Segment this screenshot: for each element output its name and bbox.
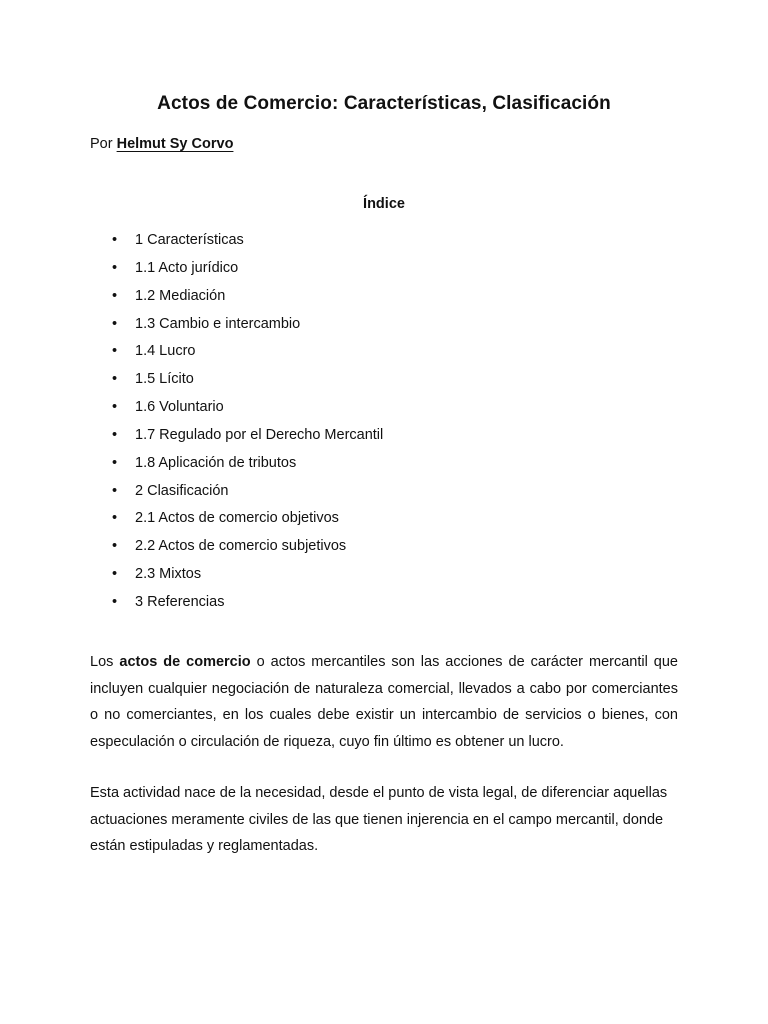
toc-item-label: 2.3 Mixtos <box>135 566 202 583</box>
bullet-icon: • <box>112 315 118 332</box>
toc-item-label: 3 Referencias <box>135 593 225 610</box>
toc-item-label: 1.4 Lucro <box>135 343 196 360</box>
bullet-icon: • <box>112 343 118 360</box>
toc-item-label: 1.6 Voluntario <box>135 399 224 416</box>
toc-item-label: 2.1 Actos de comercio objetivos <box>135 510 339 527</box>
author-link[interactable]: Helmut Sy Corvo <box>116 136 234 152</box>
toc-item-label: 1.2 Mediación <box>135 287 226 304</box>
bullet-icon: • <box>112 593 118 610</box>
bullet-icon: • <box>112 454 118 471</box>
toc-item-label: 1.5 Lícito <box>135 371 194 388</box>
byline <box>90 136 233 152</box>
second-paragraph: Esta actividad nace de la necesidad, desde el punto de vista legal, de diferenciar aquellas actuaciones meramente civiles de las que tienen injerencia en el campo mercantil, donde están estipuladas y reglamentadas. <box>90 785 668 854</box>
bullet-icon: • <box>112 259 118 276</box>
intro-rest: o actos mercantiles son las acciones de carácter mercantil que incluyen cualquier negociación de naturaleza comercial, llevados a cabo por comerciantes o no comerciantes, en los cuales debe existir un intercambio de servicios o bienes, con especulación o circulación de riqueza, cuyo fin último es obtener un lucro. <box>90 654 678 750</box>
bullet-icon: • <box>112 232 118 248</box>
byline-prefix: Por <box>90 136 117 152</box>
bullet-icon: • <box>112 510 118 527</box>
bullet-icon: • <box>112 538 118 555</box>
toc-item-label: 1.8 Aplicación de tributos <box>135 454 297 471</box>
index-heading: Índice <box>363 196 405 212</box>
bullet-icon: • <box>112 566 118 583</box>
toc-item-label: 1.7 Regulado por el Derecho Mercantil <box>135 426 384 443</box>
bullet-icon: • <box>112 371 118 388</box>
intro-bold-term: actos de comercio <box>119 654 251 670</box>
intro-lead: Los <box>90 654 120 670</box>
toc-item-label: 1.3 Cambio e intercambio <box>135 315 301 332</box>
bullet-icon: • <box>112 399 118 416</box>
bullet-icon: • <box>112 426 118 443</box>
toc-item-label: 2.2 Actos de comercio subjetivos <box>135 538 347 555</box>
toc-item-label: 2 Clasificación <box>135 482 229 499</box>
toc-item-label: 1 Características <box>135 232 244 248</box>
bullet-icon: • <box>112 482 118 499</box>
document-title: Actos de Comercio: Características, Clasificación <box>157 93 611 114</box>
bullet-icon: • <box>112 287 118 304</box>
intro-paragraph <box>90 649 678 755</box>
toc-item-label: 1.1 Acto jurídico <box>135 259 239 276</box>
